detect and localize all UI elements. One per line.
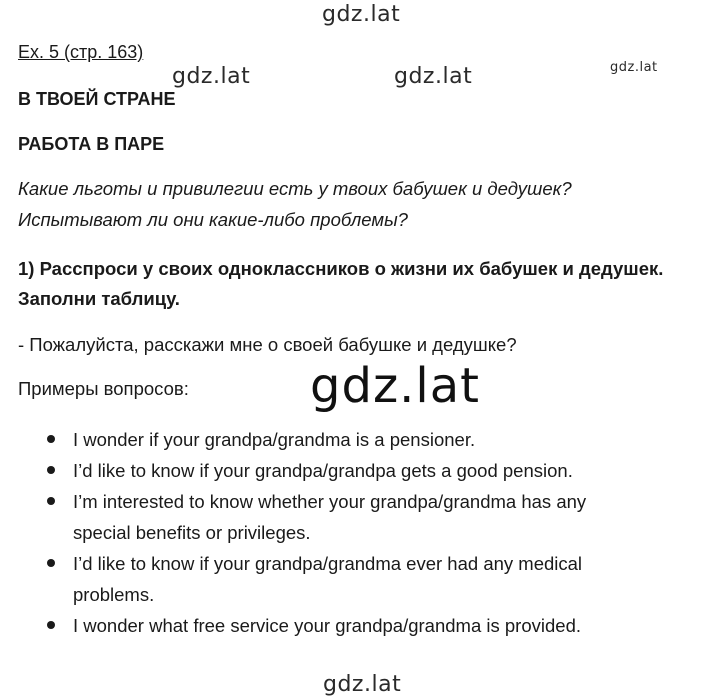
list-item-text: I’m interested to know whether your grandpa/grandma has any [73, 491, 587, 512]
section-heading-country: В ТВОЕЙ СТРАНЕ [18, 89, 176, 109]
bullet-icon [47, 466, 55, 474]
task-instruction-line-1: 1) Расспроси у своих одноклассников о жизни их бабушек и дедушек. [18, 258, 664, 279]
list-item-text-continued: problems. [73, 584, 155, 605]
watermark-top: gdz.lat [322, 2, 401, 27]
list-item-text-continued: special benefits or privileges. [73, 522, 311, 543]
list-item [0, 455, 720, 486]
bullet-icon [47, 559, 55, 567]
list-item-text: I wonder if your grandpa/grandma is a pensioner. [73, 429, 476, 450]
list-item-text: I wonder what free service your grandpa/grandma is provided. [73, 615, 581, 636]
watermark-right-small: gdz.lat [610, 60, 658, 75]
watermark-big: gdz.lat [310, 358, 480, 414]
bullet-icon [47, 621, 55, 629]
list-item [0, 610, 720, 641]
bullet-icon [47, 497, 55, 505]
list-item [0, 548, 720, 610]
question-line-2: Испытывают ли они какие-либо проблемы? [18, 209, 408, 230]
list-item-text: I’d like to know if your grandpa/grandma ever had any medical [73, 553, 583, 574]
section-heading-pair-work: РАБОТА В ПАРЕ [18, 134, 165, 154]
watermark-bottom: gdz.lat [323, 672, 402, 697]
exercise-reference: Ex. 5 (стр. 163) [18, 42, 144, 62]
bullet-icon [47, 435, 55, 443]
list-item [0, 424, 720, 455]
watermark-left: gdz.lat [172, 64, 251, 89]
watermark-center: gdz.lat [394, 64, 473, 89]
examples-label: Примеры вопросов: [18, 378, 189, 399]
question-line-1: Какие льготы и привилегии есть у твоих бабушек и дедушек? [18, 178, 572, 199]
example-questions-list [0, 424, 720, 641]
dialog-line: - Пожалуйста, расскажи мне о своей бабушке и дедушке? [18, 334, 517, 355]
list-item [0, 486, 720, 548]
list-item-text: I’d like to know if your grandpa/grandpa gets a good pension. [73, 460, 573, 481]
task-instruction-line-2: Заполни таблицу. [18, 288, 180, 309]
